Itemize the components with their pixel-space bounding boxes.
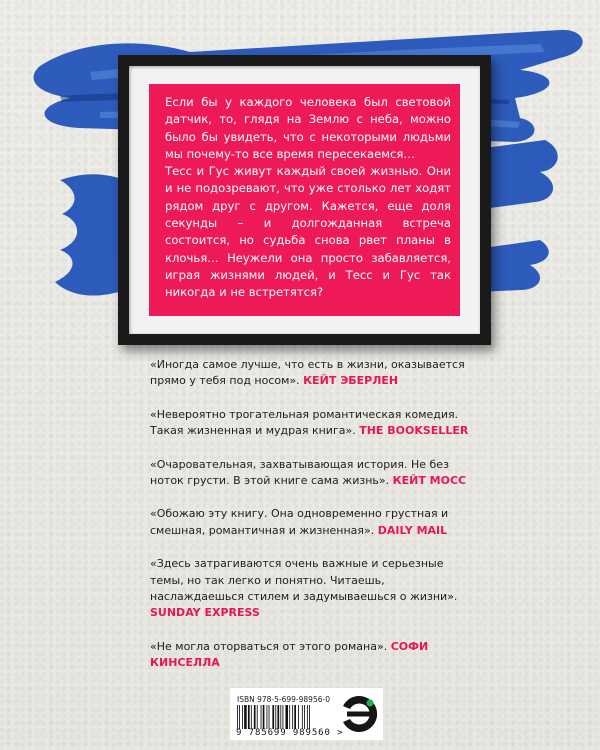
review-quote: «Не могла оторваться от этого романа». СОФИ КИНСЕЛЛА: [150, 639, 429, 670]
barcode-digits: 9 785699 989560 >: [236, 728, 344, 738]
picture-frame: [118, 55, 491, 345]
review-quote: «Очаровательная, захватывающая история. Не без ноток грусти. В этой книге сама жизнь». КЕЙТ МОСС: [150, 457, 467, 488]
review-quotes: [150, 357, 470, 689]
review-author: СОФИ КИНСЕЛЛА: [150, 639, 429, 670]
eksmo-logo-icon: [335, 688, 383, 740]
blurb-paragraph: Тесс и Гус живут каждый своей жизнью. Они и не подозревают, что уже столько лет ходят рядом друг с другом. Кажется, еще доля секунды – и долгожданная встреча состоится, но судьба снова рвет планы в клочья… Неужели она просто забавляется, играя жизнями людей, и Тесс и Гус так никогда и не встретятся?: [165, 164, 451, 300]
review-author: КЕЙТ ЭБЕРЛЕН: [303, 374, 399, 388]
barcode: [237, 705, 329, 729]
review-author: SUNDAY EXPRESS: [150, 606, 260, 620]
review-quote: «Обожаю эту книгу. Она одновременно грустная и смешная, романтичная и жизненная». DAILY MAIL: [150, 507, 449, 537]
isbn-label: ISBN 978-5-699-98956-0: [237, 695, 330, 704]
review-quote: «Здесь затрагиваются очень важные и серьезные темы, но так легко и понятно. Читаешь, наслаждаешься стилем и задумываешься о жизни». SUNDAY EXPRESS: [150, 557, 458, 620]
review-quote: «Иногда самое лучше, что есть в жизни, оказывается прямо у тебя под носом». КЕЙТ ЭБЕРЛЕН: [150, 358, 465, 388]
review-quote: «Невероятно трогательная романтическая комедия. Такая жизненная и мудрая книга». THE BOOKSELLER: [150, 407, 469, 438]
blurb-panel: [149, 84, 460, 316]
review-author: КЕЙТ МОСС: [392, 474, 467, 488]
review-author: THE BOOKSELLER: [359, 424, 469, 438]
frame-mat: [129, 66, 480, 334]
blurb-paragraph: Если бы у каждого человека был световой датчик, то, глядя на Землю с неба, можно было бы увидеть, что с некоторыми людьми мы почему-то все время пересекаемся…: [165, 95, 451, 161]
review-author: DAILY MAIL: [377, 523, 448, 537]
